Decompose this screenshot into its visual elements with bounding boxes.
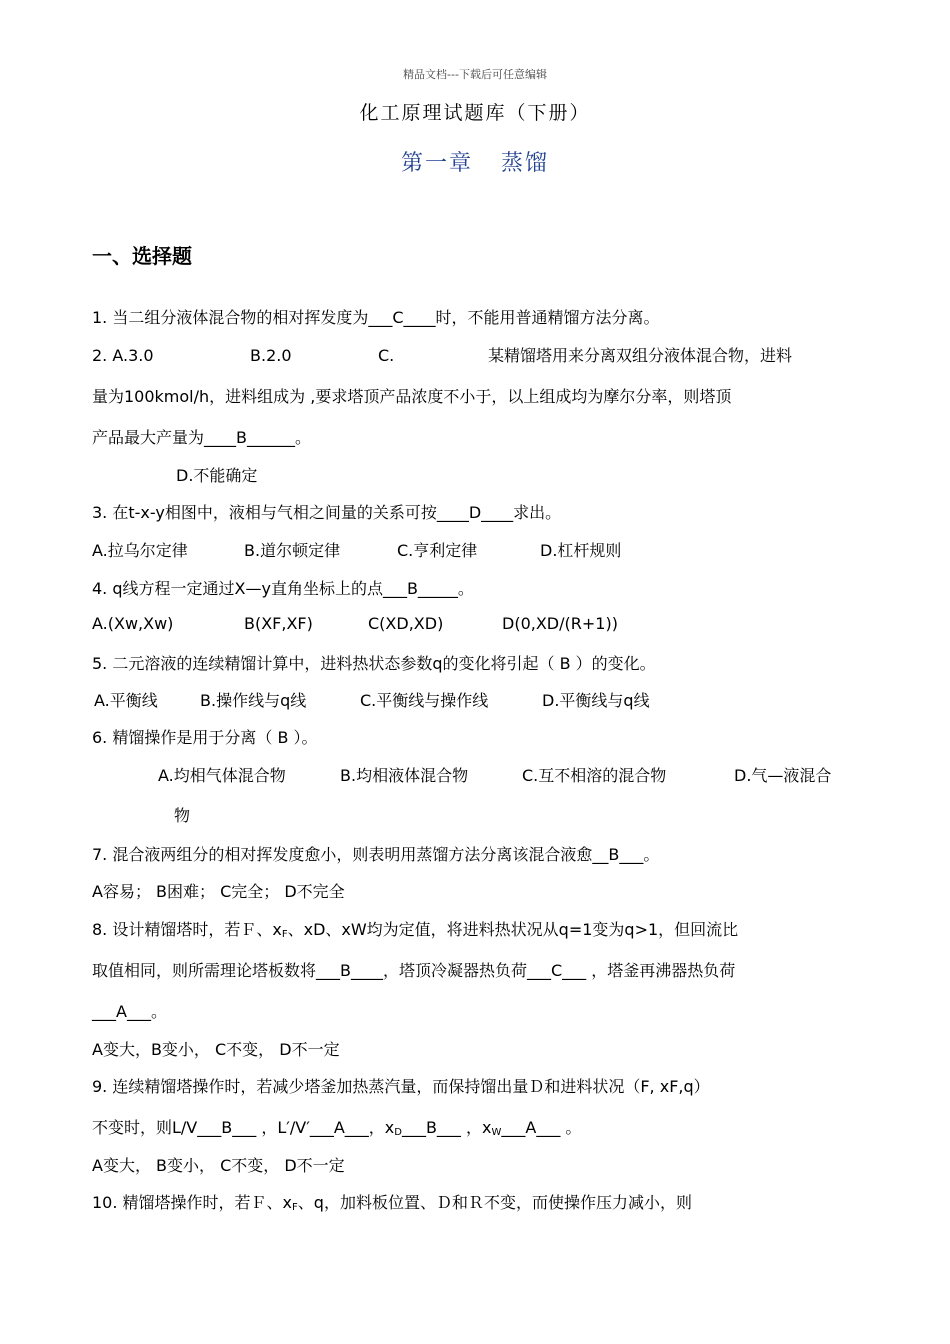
question-6-option-b: B.均相液体混合物 — [340, 766, 469, 785]
question-10-line-1 — [92, 1190, 692, 1213]
question-2-option-c: C. — [378, 346, 395, 365]
question-4-option-a: A.(Xw,Xw) — [92, 614, 174, 633]
question-2-options — [92, 343, 792, 366]
question-4-option-c: C(XD,XD) — [368, 614, 444, 633]
question-5: 5. 二元溶液的连续精馏计算中，进料热状态参数q的变化将引起（ B ）的变化。 — [92, 654, 656, 673]
question-10-start: 10. 精馏塔操作时，若Ｆ、x — [92, 1193, 293, 1212]
question-3-option-a: A.拉乌尔定律 — [92, 541, 188, 560]
question-3-option-d: D.杠杆规则 — [540, 541, 622, 560]
question-7-options: A容易； B困难； C完全； D不完全 — [92, 882, 345, 901]
question-9-line-2-end: ___A___ 。 — [501, 1118, 582, 1137]
question-6-options — [158, 763, 831, 786]
question-9-options: A变大， B变小， C不变， D不一定 — [92, 1156, 345, 1175]
question-6-option-c: C.互不相溶的混合物 — [522, 766, 667, 785]
question-4-option-d: D(0,XD/(R+1)) — [502, 614, 618, 633]
question-5-options — [94, 688, 650, 711]
question-8-options: A变大，B变小， C不变， D不一定 — [92, 1040, 340, 1059]
question-9-subscript-w: W — [491, 1127, 502, 1138]
question-3: 3. 在t-x-y相图中，液相与气相之间量的关系可按____D____求出。 — [92, 503, 562, 522]
question-4-option-b: B(XF,XF) — [244, 614, 313, 633]
question-9-line-1: 9. 连续精馏塔操作时，若减少塔釜加热蒸汽量，而保持馏出量Ｄ和进料状况（F, xF,q） — [92, 1077, 710, 1096]
question-1: 1. 当二组分液体混合物的相对挥发度为___C____时，不能用普通精馏方法分离。 — [92, 308, 660, 327]
question-3-option-b: B.道尔顿定律 — [244, 541, 341, 560]
question-9-line-2-mid: ___B___ ，x — [401, 1118, 492, 1137]
question-6-option-d: D.气—液混合 — [734, 766, 832, 785]
question-2-option-b: B.2.0 — [250, 346, 292, 365]
question-10-end: 、q，加料板位置、Ｄ和Ｒ不变，而使操作压力减小，则 — [297, 1193, 692, 1212]
question-8-line-1 — [92, 917, 738, 940]
question-3-options — [92, 538, 621, 561]
question-8-line-3: ___A___。 — [92, 1002, 167, 1021]
question-4-options — [92, 614, 618, 633]
question-9-subscript-d: D — [394, 1127, 402, 1138]
chapter-number: 第一章 — [400, 151, 473, 176]
question-8-subscript-f: F — [281, 929, 288, 940]
chapter-name: 蒸馏 — [501, 151, 550, 176]
question-7: 7. 混合液两组分的相对挥发度愈小，则表明用蒸馏方法分离该混合液愈__B___。 — [92, 845, 660, 864]
question-6: 6. 精馏操作是用于分离（ B ）。 — [92, 728, 318, 747]
document-title: 化工原理试题库（下册） — [359, 102, 591, 124]
question-6-option-a: A.均相气体混合物 — [158, 766, 286, 785]
watermark-text: 精品文档---下载后可任意编辑 — [403, 68, 547, 81]
question-10-subscript-f: F — [292, 1202, 298, 1213]
question-4: 4. q线方程一定通过X—y直角坐标上的点___B_____。 — [92, 579, 474, 598]
question-2-option-d: D.不能确定 — [176, 466, 258, 485]
question-5-option-d: D.平衡线与q线 — [542, 691, 650, 710]
question-8-line-1-end: 、xD、xW均为定值，将进料热状况从q=1变为q>1，但回流比 — [287, 920, 739, 939]
question-9-line-2-start: 不变时，则L/V___B___ ，L′/V′___A___，x — [92, 1118, 395, 1137]
chapter-heading — [0, 146, 950, 177]
question-8-line-1-start: 8. 设计精馏塔时，若Ｆ、x — [92, 920, 282, 939]
question-5-option-b: B.操作线与q线 — [200, 691, 307, 710]
question-2-stem: 某精馏塔用来分离双组分液体混合物，进料 — [488, 346, 793, 365]
question-8-line-2: 取值相同，则所需理论塔板数将___B____，塔顶冷凝器热负荷___C___ ，塔釜再沸器热负荷 — [92, 961, 736, 980]
question-2-line-3: 产品最大产量为____B______。 — [92, 428, 311, 447]
question-2-option-a: 2. A.3.0 — [92, 346, 154, 365]
section-title: 一、选择题 — [92, 244, 192, 268]
question-3-option-c: C.亨利定律 — [397, 541, 478, 560]
question-9-line-2 — [92, 1115, 581, 1138]
question-5-option-c: C.平衡线与操作线 — [360, 691, 489, 710]
question-5-option-a: A.平衡线 — [94, 691, 158, 710]
question-6-option-d-wrap: 物 — [174, 806, 191, 825]
question-2-line-2: 量为100kmol/h，进料组成为 ,要求塔顶产品浓度不小于，以上组成均为摩尔分率，则塔顶 — [92, 387, 732, 406]
